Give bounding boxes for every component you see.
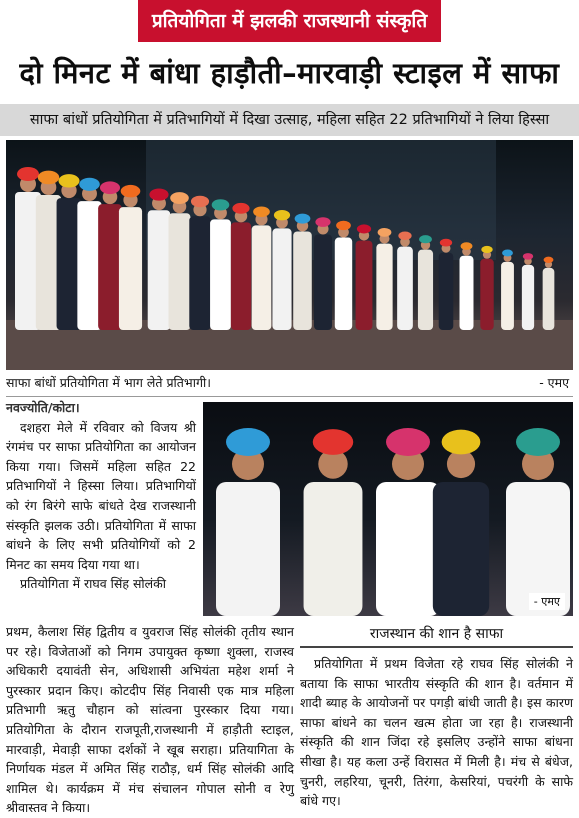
turban-icon bbox=[149, 189, 168, 201]
group-photo bbox=[6, 140, 573, 370]
winner-figure bbox=[376, 482, 440, 616]
participant-figure bbox=[272, 228, 291, 330]
winners-photo bbox=[203, 402, 573, 616]
turban-icon bbox=[481, 246, 492, 253]
participant-figure bbox=[439, 253, 454, 330]
turban-icon bbox=[544, 257, 554, 263]
participant-figure bbox=[418, 250, 433, 330]
participant-figure bbox=[252, 225, 272, 330]
turban-icon bbox=[523, 253, 533, 260]
turban-icon bbox=[17, 167, 39, 181]
article-column-1 bbox=[6, 398, 196, 594]
participant-figure bbox=[376, 244, 392, 330]
participant-figure bbox=[522, 265, 534, 330]
participant-figure bbox=[98, 204, 122, 330]
turban-icon bbox=[274, 210, 290, 220]
turban-icon bbox=[295, 214, 311, 224]
winner-figure bbox=[216, 482, 280, 616]
participant-figure bbox=[148, 210, 171, 330]
participant-figure bbox=[480, 259, 493, 330]
photo1-caption-bar bbox=[6, 372, 573, 397]
participant-figure bbox=[314, 235, 332, 330]
turban-icon bbox=[170, 192, 189, 204]
turban-icon bbox=[38, 171, 60, 185]
turban-icon bbox=[212, 199, 230, 210]
deck: साफा बांधों प्रतियोगिता में प्रतिभागियों में दिखा उत्साह, महिला सहित 22 प्रतिभागियों ने लिया हिस्सा bbox=[0, 104, 579, 136]
turban-icon bbox=[191, 196, 209, 208]
turban-icon bbox=[336, 221, 351, 230]
photo1-caption: साफा बांधों प्रतियोगिता में भाग लेते प्रतिभागी। bbox=[6, 375, 211, 390]
turban-icon bbox=[79, 178, 100, 191]
winners-illustration bbox=[203, 402, 573, 616]
winner-figure bbox=[304, 482, 363, 616]
participant-figure bbox=[356, 241, 373, 330]
article-column-2 bbox=[6, 622, 294, 818]
winner-figure bbox=[433, 482, 489, 616]
turban-icon bbox=[419, 235, 432, 243]
photo2-caption: राजस्थान की शान है साफा bbox=[300, 622, 573, 648]
turban-icon bbox=[58, 174, 79, 187]
byline: नवज्योति/कोटा। bbox=[6, 400, 80, 415]
turban-icon bbox=[440, 239, 452, 247]
turban-icon bbox=[253, 206, 270, 217]
kicker-banner bbox=[0, 0, 579, 44]
turban-icon bbox=[226, 428, 270, 456]
turban-icon bbox=[386, 428, 430, 456]
participant-figure bbox=[460, 256, 474, 330]
photo1-credit: - एमए bbox=[539, 375, 569, 390]
article-paragraph-2-start: प्रतियोगिता में राघव सिंह सोलंकी bbox=[20, 576, 166, 592]
participant-figure bbox=[210, 219, 231, 330]
turban-icon bbox=[315, 217, 330, 227]
article-column-3 bbox=[300, 654, 573, 811]
turban-icon bbox=[516, 428, 560, 456]
turban-icon bbox=[357, 224, 371, 233]
participant-figure bbox=[189, 216, 210, 330]
turban-icon bbox=[232, 203, 249, 214]
turban-icon bbox=[461, 242, 473, 250]
participant-figure bbox=[293, 231, 312, 330]
photo2-credit: - एमए bbox=[529, 593, 565, 610]
participant-figure bbox=[397, 247, 413, 330]
turban-icon bbox=[313, 429, 353, 455]
participant-figure bbox=[169, 213, 191, 330]
participant-figure bbox=[231, 222, 251, 330]
kicker-text: प्रतियोगिता में झलकी राजस्थानी संस्कृति bbox=[138, 0, 441, 42]
headline: दो मिनट में बांधा हाड़ौती–मारवाड़ी स्टाइल में साफा bbox=[19, 56, 560, 90]
participant-figure bbox=[119, 207, 142, 330]
article-paragraph-2: प्रथम, कैलाश सिंह द्वितीय व युवराज सिंह सोलंकी तृतीय स्थान पर रहे। विजेताओं को निगम उपायुक्त कृष्णा शुक्ला, राजस्व अधिकारी दयावंती सेन, अधिशासी अभियंता महेश शर्मा ने पुरस्कार प्रदान किए। कोटदीप सिंह निवासी एक मात्र महिला प्रतिभागी ऋतु चौहान को सांत्वना पुरस्कार दिया गया। प्रतियोगिता के दौरान राजपूती,राजस्थानी में हाड़ौती स्टाइल, मारवाड़ी, मेवाड़ी साफा दर्शकों ने खूब सराहा। प्रतियागिता के निर्णायक मंडल में अमित सिंह राठौड़, धर्म सिंह सोलंकी आदि शामिल थे। कार्यक्रम में मंच संचालन गोपाल सोनी व रेणु श्रीवास्तव ने किया। bbox=[6, 624, 294, 816]
article-paragraph-3: प्रतियोगिता में प्रथम विजेता रहे राघव सिंह सोलंकी ने बताया कि साफा भारतीय संस्कृति की शान है। वर्तमान में शादी ब्याह के आयोजनों पर पगड़ी बांधी जाती है। इस कारण साफा बांधने का चलन खत्म होता जा रहा है। राजस्थानी संस्कृति की शान जिंदा रहे इसलिए उन्होंने साफा बांधना सीखा है। यह कला उन्हें विरासत में मिली है। मंच से बंधेज, चुनरी, लहरिया, चूनरी, तिरंगा, केसरियां, पचरंगी के साफे बांधे गए। bbox=[300, 656, 573, 809]
turban-icon bbox=[121, 185, 141, 197]
turban-icon bbox=[100, 181, 120, 194]
participant-figure bbox=[77, 201, 101, 330]
turban-icon bbox=[398, 232, 411, 240]
turban-icon bbox=[502, 249, 513, 256]
participant-figure bbox=[335, 238, 352, 330]
participants-illustration bbox=[6, 140, 573, 370]
turban-icon bbox=[442, 430, 481, 455]
participant-figure bbox=[543, 268, 555, 330]
participant-figure bbox=[501, 262, 514, 330]
article-paragraph-1: दशहरा मेले में रविवार को विजय श्री रंगमंच पर साफा प्रतियोगिता का आयोजन किया गया। जिसमें महिला सहित 22 प्रतिभागियों ने हिस्सा लिया। प्रतिभागियों को रंग बिरंगे साफे बांधते देख राजस्थानी संस्कृति झलक उठी। प्रतियोगिता में साफा बांधने के लिए सभी प्रतियोगियों को 2 मिनट का समय दिया गया था। bbox=[6, 419, 196, 572]
turban-icon bbox=[378, 228, 392, 237]
